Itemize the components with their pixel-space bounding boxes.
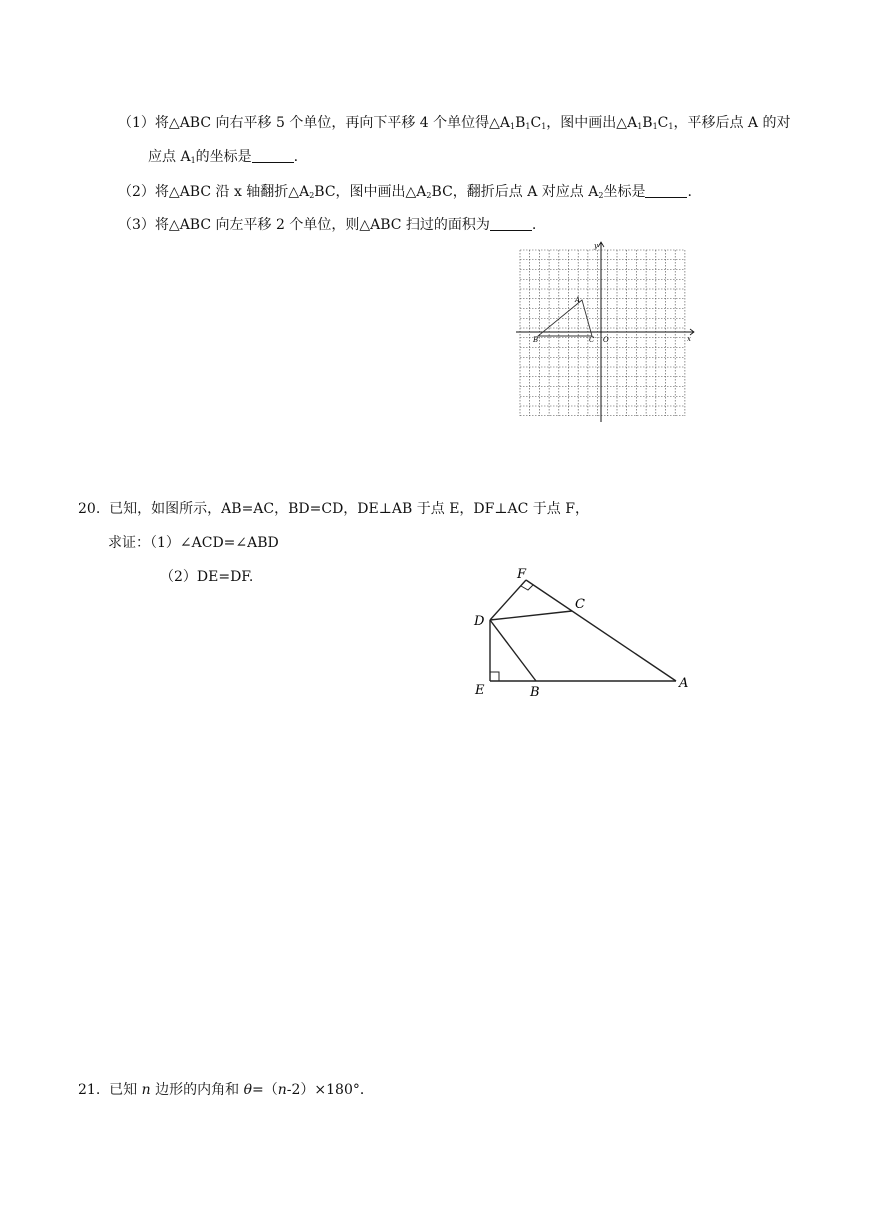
segment-fa — [526, 580, 676, 681]
q21-stem: 21. 已知 n 边形的内角和 θ=（n-2）×180°． — [78, 1082, 374, 1098]
coordinate-grid-figure — [510, 240, 700, 424]
right-angle-e — [490, 672, 499, 681]
answer-blank — [645, 185, 687, 198]
point-a-label: A — [575, 296, 581, 304]
answer-blank — [490, 218, 532, 231]
y-axis-label: y — [594, 242, 598, 250]
q20-stem: 20. 已知，如图所示，AB=AC，BD=CD，DE⊥AB 于点 E，DF⊥AC 于点 F， — [78, 501, 589, 517]
label-e: E — [475, 683, 485, 698]
point-c-label: C — [589, 336, 595, 344]
origin-label: O — [603, 336, 609, 344]
geometry-figure — [466, 560, 706, 702]
right-angle-f — [521, 585, 533, 590]
answer-blank — [252, 150, 294, 163]
label-c: C — [575, 597, 585, 612]
label-d: D — [474, 614, 485, 629]
q19-part2: （2）将△ABC 沿 x 轴翻折$\triangle A_2BC$，图中画出$\triangle A_2BC$，翻折后点 A 对应点 $A_2$坐标是 . — [118, 184, 692, 200]
label-b: B — [530, 685, 540, 700]
q19-part1-line1: （1）将△ABC 向右平移 5 个单位，再向下平移 4 个单位得$\triangle A_1B_1C_1$，图中画出$\triangle A_1B_1C_1$，平移后点 A 的对 — [118, 115, 791, 131]
label-a: A — [679, 676, 689, 691]
q20-prove-2: （2）DE=DF. — [160, 569, 254, 585]
q19-part1-line2: 应点 $A_1$的坐标是 . — [148, 149, 299, 165]
q20-prove-1: 求证：（1）∠ACD=∠ABD — [108, 535, 279, 551]
x-axis-label: x — [687, 335, 691, 343]
segment-dc — [490, 611, 572, 620]
label-f: F — [517, 567, 527, 582]
point-b-label: B — [533, 336, 539, 344]
segment-df — [490, 580, 526, 620]
q19-part3: （3）将△ABC 向左平移 2 个单位，则△ABC 扫过的面积为 . — [118, 217, 537, 233]
